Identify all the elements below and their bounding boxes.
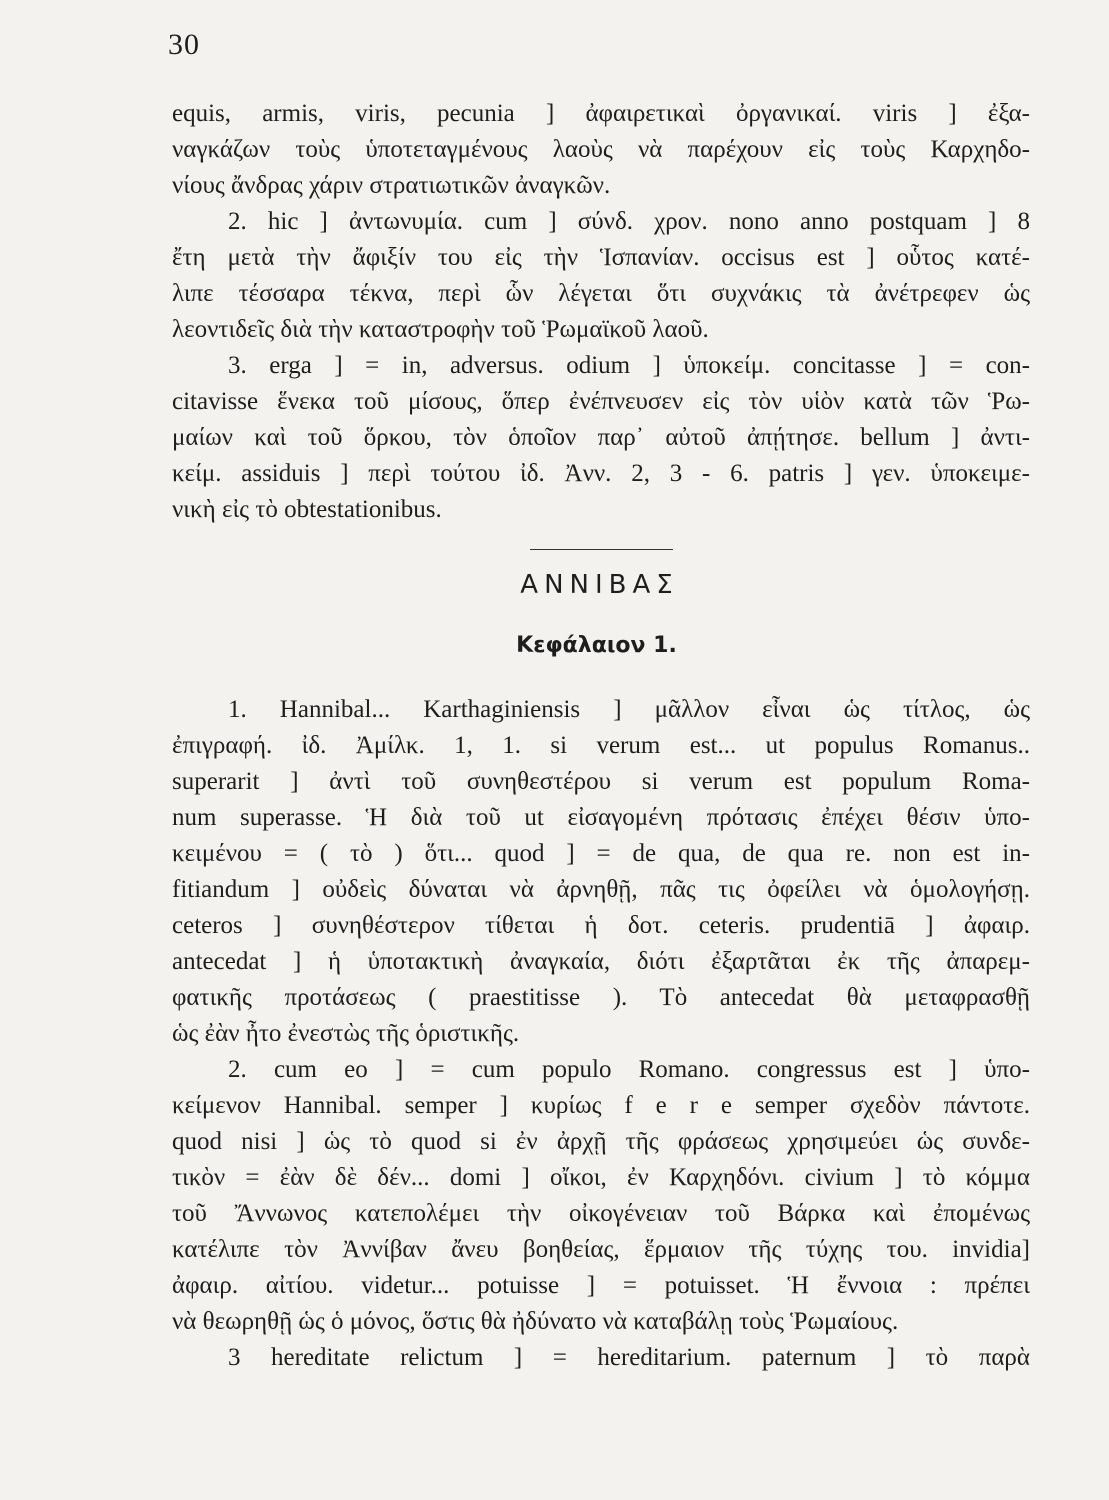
text-line: ἐπιγραφή. ἰδ. Ἀμίλκ. 1, 1. si verum est... ut populus Romanus.. [172,732,1030,759]
text-line: ceteros ] συνηθέστερον τίθεται ἡ δοτ. ceteris. prudentiā ] ἀφαιρ. [172,912,1030,939]
text-line: κείμ. assiduis ] περὶ τούτου ἰδ. Ἀνν. 2, 3 - 6. patris ] γεν. ὑποκειμε- [172,460,1030,487]
text-line: 3 hereditate relictum ] = hereditarium. paternum ] τὸ παρὰ [228,1344,1030,1371]
text-line: λιπε τέσσαρα τέκνα, περὶ ὧν λέγεται ὅτι συχνάκις τὰ ἀνέτρεφεν ὡς [172,280,1030,307]
text-line: superarit ] ἀντὶ τοῦ συνηθεστέρου si verum est populum Roma- [172,768,1030,795]
text-line: νὰ θεωρηθῇ ὡς ὁ μόνος, ὅστις θὰ ἠδύνατο νὰ καταβάλῃ τοὺς Ῥωμαίους. [172,1308,899,1335]
text-line: 2. cum eo ] = cum populo Romano. congressus est ] ὑπο- [228,1056,1030,1083]
section-heading: ΑΝΝΙΒΑΣ [520,570,679,600]
text-line: κείμενον Hannibal. semper ] κυρίως f e r e semper σχεδὸν πάντοτε. [172,1092,1030,1119]
text-line: μαίων καὶ τοῦ ὅρκου, τὸν ὁποῖον παρ᾽ αὐτοῦ ἀπῄτησε. bellum ] ἀντι- [172,424,1030,451]
text-line: ἔτη μετὰ τὴν ἄφιξίν του εἰς τὴν Ἱσπανίαν. occisus est ] οὗτος κατέ- [172,244,1030,271]
text-line: νίους ἄνδρας χάριν στρατιωτικῶν ἀναγκῶν. [172,172,611,199]
text-line: φατικῆς προτάσεως ( praestitisse ). Τὸ antecedat θὰ μεταφρασθῇ [172,984,1030,1011]
chapter-title: Κεφάλαιον 1. [516,633,677,658]
text-line: fitiandum ] οὐδεὶς δύναται νὰ ἀρνηθῇ, πᾶς τις ὀφείλει νὰ ὁμολογήσῃ. [172,876,1030,903]
text-line: κειμένου = ( τὸ ) ὅτι... quod ] = de qua, de qua re. non est in- [172,840,1030,867]
text-line: ἀφαιρ. αἰτίου. videtur... potuisse ] = potuisset. Ἡ ἔννοια : πρέπει [172,1272,1030,1299]
text-line: 2. hic ] ἀντωνυμία. cum ] σύνδ. χρον. nono anno postquam ] 8 [228,208,1030,235]
page-number: 30 [168,28,200,61]
text-line: num superasse. Ἡ διὰ τοῦ ut εἰσαγομένη πρότασις ἐπέχει θέσιν ὑπο- [172,804,1030,831]
text-line: 1. Hannibal... Karthaginiensis ] μᾶλλον εἶναι ὡς τίτλος, ὡς [228,696,1030,723]
text-line: ναγκάζων τοὺς ὑποτεταγμένους λαοὺς νὰ παρέχουν εἰς τοὺς Καρχηδο- [172,136,1030,163]
text-line: τοῦ Ἄννωνος κατεπολέμει τὴν οἰκογένειαν τοῦ Βάρκα καὶ ἐπομένως [172,1200,1030,1227]
text-line: λεοντιδεῖς διὰ τὴν καταστροφὴν τοῦ Ῥωμαϊκοῦ λαοῦ. [172,316,709,343]
text-line: τικὸν = ἐὰν δὲ δέν... domi ] οἴκοι, ἐν Καρχηδόνι. civium ] τὸ κόμμα [172,1164,1030,1191]
text-line: equis, armis, viris, pecunia ] ἀφαιρετικαὶ ὀργανικαί. viris ] ἐξα- [172,100,1030,127]
text-line: νικὴ εἰς τὸ obtestationibus. [172,496,442,523]
text-line: antecedat ] ἡ ὑποτακτικὴ ἀναγκαία, διότι ἐξαρτᾶται ἐκ τῆς ἀπαρεμ- [172,948,1030,975]
text-line: κατέλιπε τὸν Ἀννίβαν ἄνευ βοηθείας, ἕρμαιον τῆς τύχης του. invidia] [172,1236,1030,1263]
text-line: quod nisi ] ὡς τὸ quod si ἐν ἀρχῇ τῆς φράσεως χρησιμεύει ὡς συνδε- [172,1128,1030,1155]
text-line: ὡς ἐὰν ἦτο ἐνεστὼς τῆς ὁριστικῆς. [172,1020,520,1047]
section-divider [530,549,673,550]
text-line: citavisse ἕνεκα τοῦ μίσους, ὅπερ ἐνέπνευσεν εἰς τὸν υἱὸν κατὰ τῶν Ῥω- [172,388,1030,415]
text-line: 3. erga ] = in, adversus. odium ] ὑποκείμ. concitasse ] = con- [228,352,1030,379]
commentary-bottom [172,692,1030,1376]
commentary-top [172,96,1030,528]
